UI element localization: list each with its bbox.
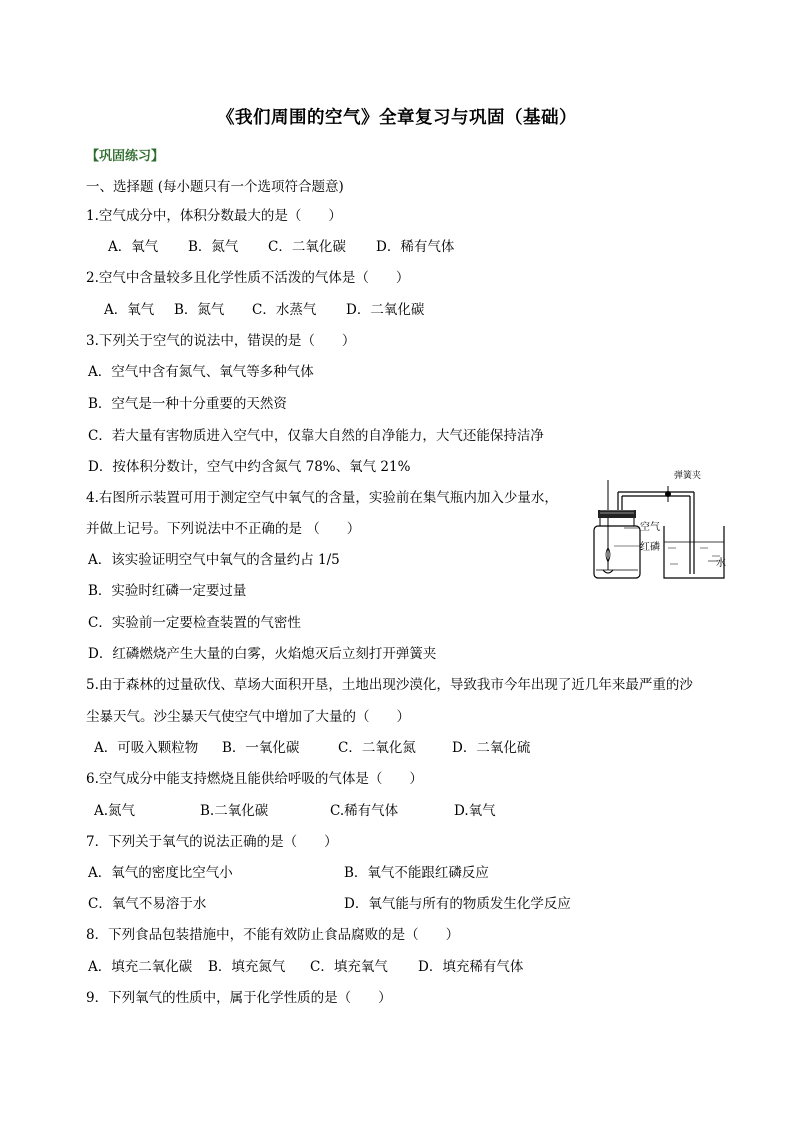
q4-option-b: B．实验时红磷一定要过量	[88, 583, 247, 599]
page-title: 《我们周围的空气》全章复习与巩固（基础）	[217, 108, 577, 128]
figure-label-water: 水	[716, 558, 726, 569]
question-4-line-2: 并做上记号。下列说法中不正确的是 （ ）	[86, 521, 361, 537]
q4-option-c: C．实验前一定要检查装置的气密性	[88, 615, 301, 631]
question-4-line-1: 4.右图所示装置可用于测定空气中氧气的含量，实验前在集气瓶内加入少量水，	[86, 490, 558, 506]
q7-option-d: D．氧气能与所有的物质发生化学反应	[344, 896, 571, 912]
q7-option-c: C．氧气不易溶于水	[88, 896, 207, 912]
q4-option-d: D．红磷燃烧产生大量的白雾，火焰熄灭后立刻打开弹簧夹	[88, 646, 437, 662]
q8-option-a: A．填充二氧化碳	[88, 959, 193, 975]
q1-option-d: D．稀有气体	[376, 239, 455, 255]
question-1: 1.空气成分中，体积分数最大的是（ ）	[86, 208, 342, 224]
question-2: 2.空气中含量较多且化学性质不活泼的气体是（ ）	[86, 270, 410, 286]
question-8: 8．下列食品包装措施中，不能有效防止食品腐败的是（ ）	[86, 927, 460, 943]
q2-option-b: B．氮气	[174, 302, 225, 318]
q5-option-a: A．可吸入颗粒物	[94, 740, 199, 756]
figure-label-air: 空气	[640, 522, 660, 533]
q3-option-b: B．空气是一种十分重要的天然资	[88, 396, 287, 412]
question-5-line-2: 尘暴天气。沙尘暴天气使空气中增加了大量的（ ）	[86, 709, 410, 725]
q6-option-b: B.二氧化碳	[200, 803, 269, 819]
q2-option-c: C．水蒸气	[252, 302, 317, 318]
q4-option-a: A．该实验证明空气中氧气的含量约占 1/5	[88, 552, 340, 568]
figure-label-clip: 弹簧夹	[674, 471, 702, 481]
q6-option-c: C.稀有气体	[330, 803, 399, 819]
q3-option-a: A．空气中含有氮气、氧气等多种气体	[88, 364, 314, 380]
q1-option-a: A．氧气	[108, 239, 159, 255]
q5-option-d: D．二氧化硫	[452, 740, 531, 756]
q3-option-d: D．按体积分数计，空气中约含氮气 78%、氧气 21%	[88, 459, 411, 475]
q7-option-a: A．氧气的密度比空气小	[88, 865, 233, 881]
q5-option-b: B．一氧化碳	[222, 740, 300, 756]
q1-option-b: B．氮气	[188, 239, 239, 255]
question-9: 9．下列氧气的性质中，属于化学性质的是（ ）	[86, 990, 392, 1006]
part-heading: 一、选择题 (每小题只有一个选项符合题意)	[86, 179, 344, 195]
q8-option-d: D．填充稀有气体	[418, 959, 524, 975]
q1-option-c: C．二氧化碳	[268, 239, 346, 255]
apparatus-drawing	[578, 466, 728, 582]
q6-option-a: A.氮气	[94, 803, 136, 819]
q6-option-d: D.氧气	[454, 803, 496, 819]
q5-option-c: C．二氧化氮	[338, 740, 416, 756]
apparatus-figure	[578, 466, 728, 582]
question-5-line-1: 5.由于森林的过量砍伐、草场大面积开垦，土地出现沙漠化，导致我市今年出现了近几年来最严重的沙	[86, 677, 693, 693]
question-7: 7．下列关于氧气的说法正确的是（ ）	[86, 834, 338, 850]
q2-option-d: D．二氧化碳	[346, 302, 425, 318]
question-3: 3.下列关于空气的说法中，错误的是（ ）	[86, 333, 356, 349]
q7-option-b: B．氧气不能跟红磷反应	[344, 865, 489, 881]
q8-option-c: C．填充氧气	[310, 959, 388, 975]
figure-label-phosphorus: 红磷	[640, 542, 660, 553]
question-6: 6.空气成分中能支持燃烧且能供给呼吸的气体是（ ）	[86, 771, 423, 787]
q2-option-a: A．氧气	[104, 302, 155, 318]
section-label: 【巩固练习】	[86, 149, 165, 164]
q3-option-c: C．若大量有害物质进入空气中，仅靠大自然的自净能力，大气还能保持洁净	[88, 428, 544, 444]
q8-option-b: B．填充氮气	[208, 959, 286, 975]
